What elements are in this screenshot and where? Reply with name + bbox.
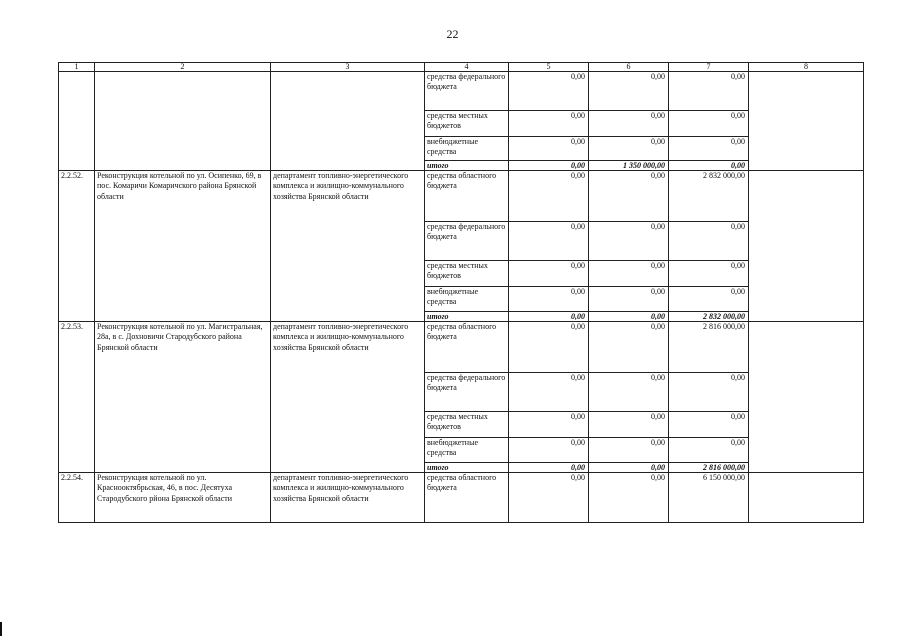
value-col7: 6 150 000,00 <box>669 473 749 523</box>
value-col5: 0,00 <box>509 373 589 412</box>
funding-source: средства областного бюджета <box>425 171 509 222</box>
value-col7: 0,00 <box>669 72 749 111</box>
value-col5: 0,00 <box>509 111 589 137</box>
total-col7: 2 816 000,00 <box>669 463 749 473</box>
column-header: 6 <box>589 63 669 72</box>
value-col6: 0,00 <box>589 287 669 312</box>
value-col5: 0,00 <box>509 473 589 523</box>
funding-source: внебюджетные средства <box>425 287 509 312</box>
value-col6: 0,00 <box>589 473 669 523</box>
value-col5: 0,00 <box>509 171 589 222</box>
value-col7: 0,00 <box>669 222 749 261</box>
value-col5: 0,00 <box>509 72 589 111</box>
value-col6: 0,00 <box>589 111 669 137</box>
total-col7: 2 832 000,00 <box>669 312 749 322</box>
funding-source: средства областного бюджета <box>425 473 509 523</box>
item-number: 2.2.52. <box>59 171 95 322</box>
value-col6: 0,00 <box>589 261 669 287</box>
column-header: 2 <box>95 63 271 72</box>
total-label: итого <box>425 161 509 171</box>
item-title: Реконструкция котельной по ул. Магистральная, 28а, в с. Дохновичи Стародубского района Брянской области <box>95 322 271 473</box>
column-header: 5 <box>509 63 589 72</box>
total-col6: 1 350 000,00 <box>589 161 669 171</box>
value-col6: 0,00 <box>589 222 669 261</box>
item-executor: департамент топливно-энергетического комплекса и жилищно-коммунального хозяйства Брянской области <box>271 322 425 473</box>
value-col6: 0,00 <box>589 412 669 438</box>
value-col5: 0,00 <box>509 287 589 312</box>
value-col7: 0,00 <box>669 287 749 312</box>
value-col7: 0,00 <box>669 412 749 438</box>
value-col6: 0,00 <box>589 322 669 373</box>
value-col6: 0,00 <box>589 171 669 222</box>
value-col5: 0,00 <box>509 438 589 463</box>
funding-source: средства федерального бюджета <box>425 222 509 261</box>
funding-source: средства федерального бюджета <box>425 373 509 412</box>
total-col5: 0,00 <box>509 312 589 322</box>
item-title: Реконструкция котельной по ул. Осипенко, 69, в пос. Комаричи Комаричского района Брянской области <box>95 171 271 322</box>
item-number: 2.2.53. <box>59 322 95 473</box>
column-header: 4 <box>425 63 509 72</box>
value-col7: 2 816 000,00 <box>669 322 749 373</box>
value-col6: 0,00 <box>589 72 669 111</box>
col8-cell <box>749 72 864 171</box>
column-header: 7 <box>669 63 749 72</box>
scan-edge-mark <box>0 622 2 636</box>
col8-cell <box>749 322 864 473</box>
total-label: итого <box>425 312 509 322</box>
table-row <box>59 322 864 373</box>
value-col5: 0,00 <box>509 322 589 373</box>
value-col7: 0,00 <box>669 373 749 412</box>
item-number-cell <box>59 72 95 171</box>
value-col7: 0,00 <box>669 438 749 463</box>
funding-source: средства местных бюджетов <box>425 111 509 137</box>
column-header: 1 <box>59 63 95 72</box>
col8-cell <box>749 171 864 322</box>
col8-cell <box>749 473 864 523</box>
table-row <box>59 473 864 523</box>
funding-source: средства местных бюджетов <box>425 412 509 438</box>
item-executor: департамент топливно-энергетического комплекса и жилищно-коммунального хозяйства Брянской области <box>271 473 425 523</box>
value-col7: 0,00 <box>669 261 749 287</box>
funding-source: средства областного бюджета <box>425 322 509 373</box>
value-col6: 0,00 <box>589 137 669 161</box>
table-row <box>59 171 864 222</box>
item-number: 2.2.54. <box>59 473 95 523</box>
table-body <box>59 63 864 523</box>
total-col5: 0,00 <box>509 463 589 473</box>
budget-table <box>58 62 864 523</box>
funding-source: средства федерального бюджета <box>425 72 509 111</box>
value-col7: 2 832 000,00 <box>669 171 749 222</box>
value-col5: 0,00 <box>509 412 589 438</box>
item-title: Реконструкция котельной по ул. Краснооктябрьская, 46, в пос. Десятуха Стародубского рйона Брянской области <box>95 473 271 523</box>
column-header: 3 <box>271 63 425 72</box>
item-executor-cell <box>271 72 425 171</box>
value-col5: 0,00 <box>509 222 589 261</box>
value-col7: 0,00 <box>669 137 749 161</box>
value-col6: 0,00 <box>589 373 669 412</box>
funding-source: средства местных бюджетов <box>425 261 509 287</box>
column-header-row <box>59 63 864 72</box>
value-col5: 0,00 <box>509 137 589 161</box>
total-label: итого <box>425 463 509 473</box>
value-col5: 0,00 <box>509 261 589 287</box>
funding-source: внебюджетные средства <box>425 137 509 161</box>
column-header: 8 <box>749 63 864 72</box>
table-row <box>59 72 864 111</box>
item-executor: департамент топливно-энергетического комплекса и жилищно-коммунального хозяйства Брянской области <box>271 171 425 322</box>
value-col6: 0,00 <box>589 438 669 463</box>
total-col5: 0,00 <box>509 161 589 171</box>
total-col6: 0,00 <box>589 463 669 473</box>
total-col6: 0,00 <box>589 312 669 322</box>
funding-source: внебюджетные средства <box>425 438 509 463</box>
page-number: 22 <box>446 27 459 41</box>
total-col7: 0,00 <box>669 161 749 171</box>
item-title-cell <box>95 72 271 171</box>
value-col7: 0,00 <box>669 111 749 137</box>
